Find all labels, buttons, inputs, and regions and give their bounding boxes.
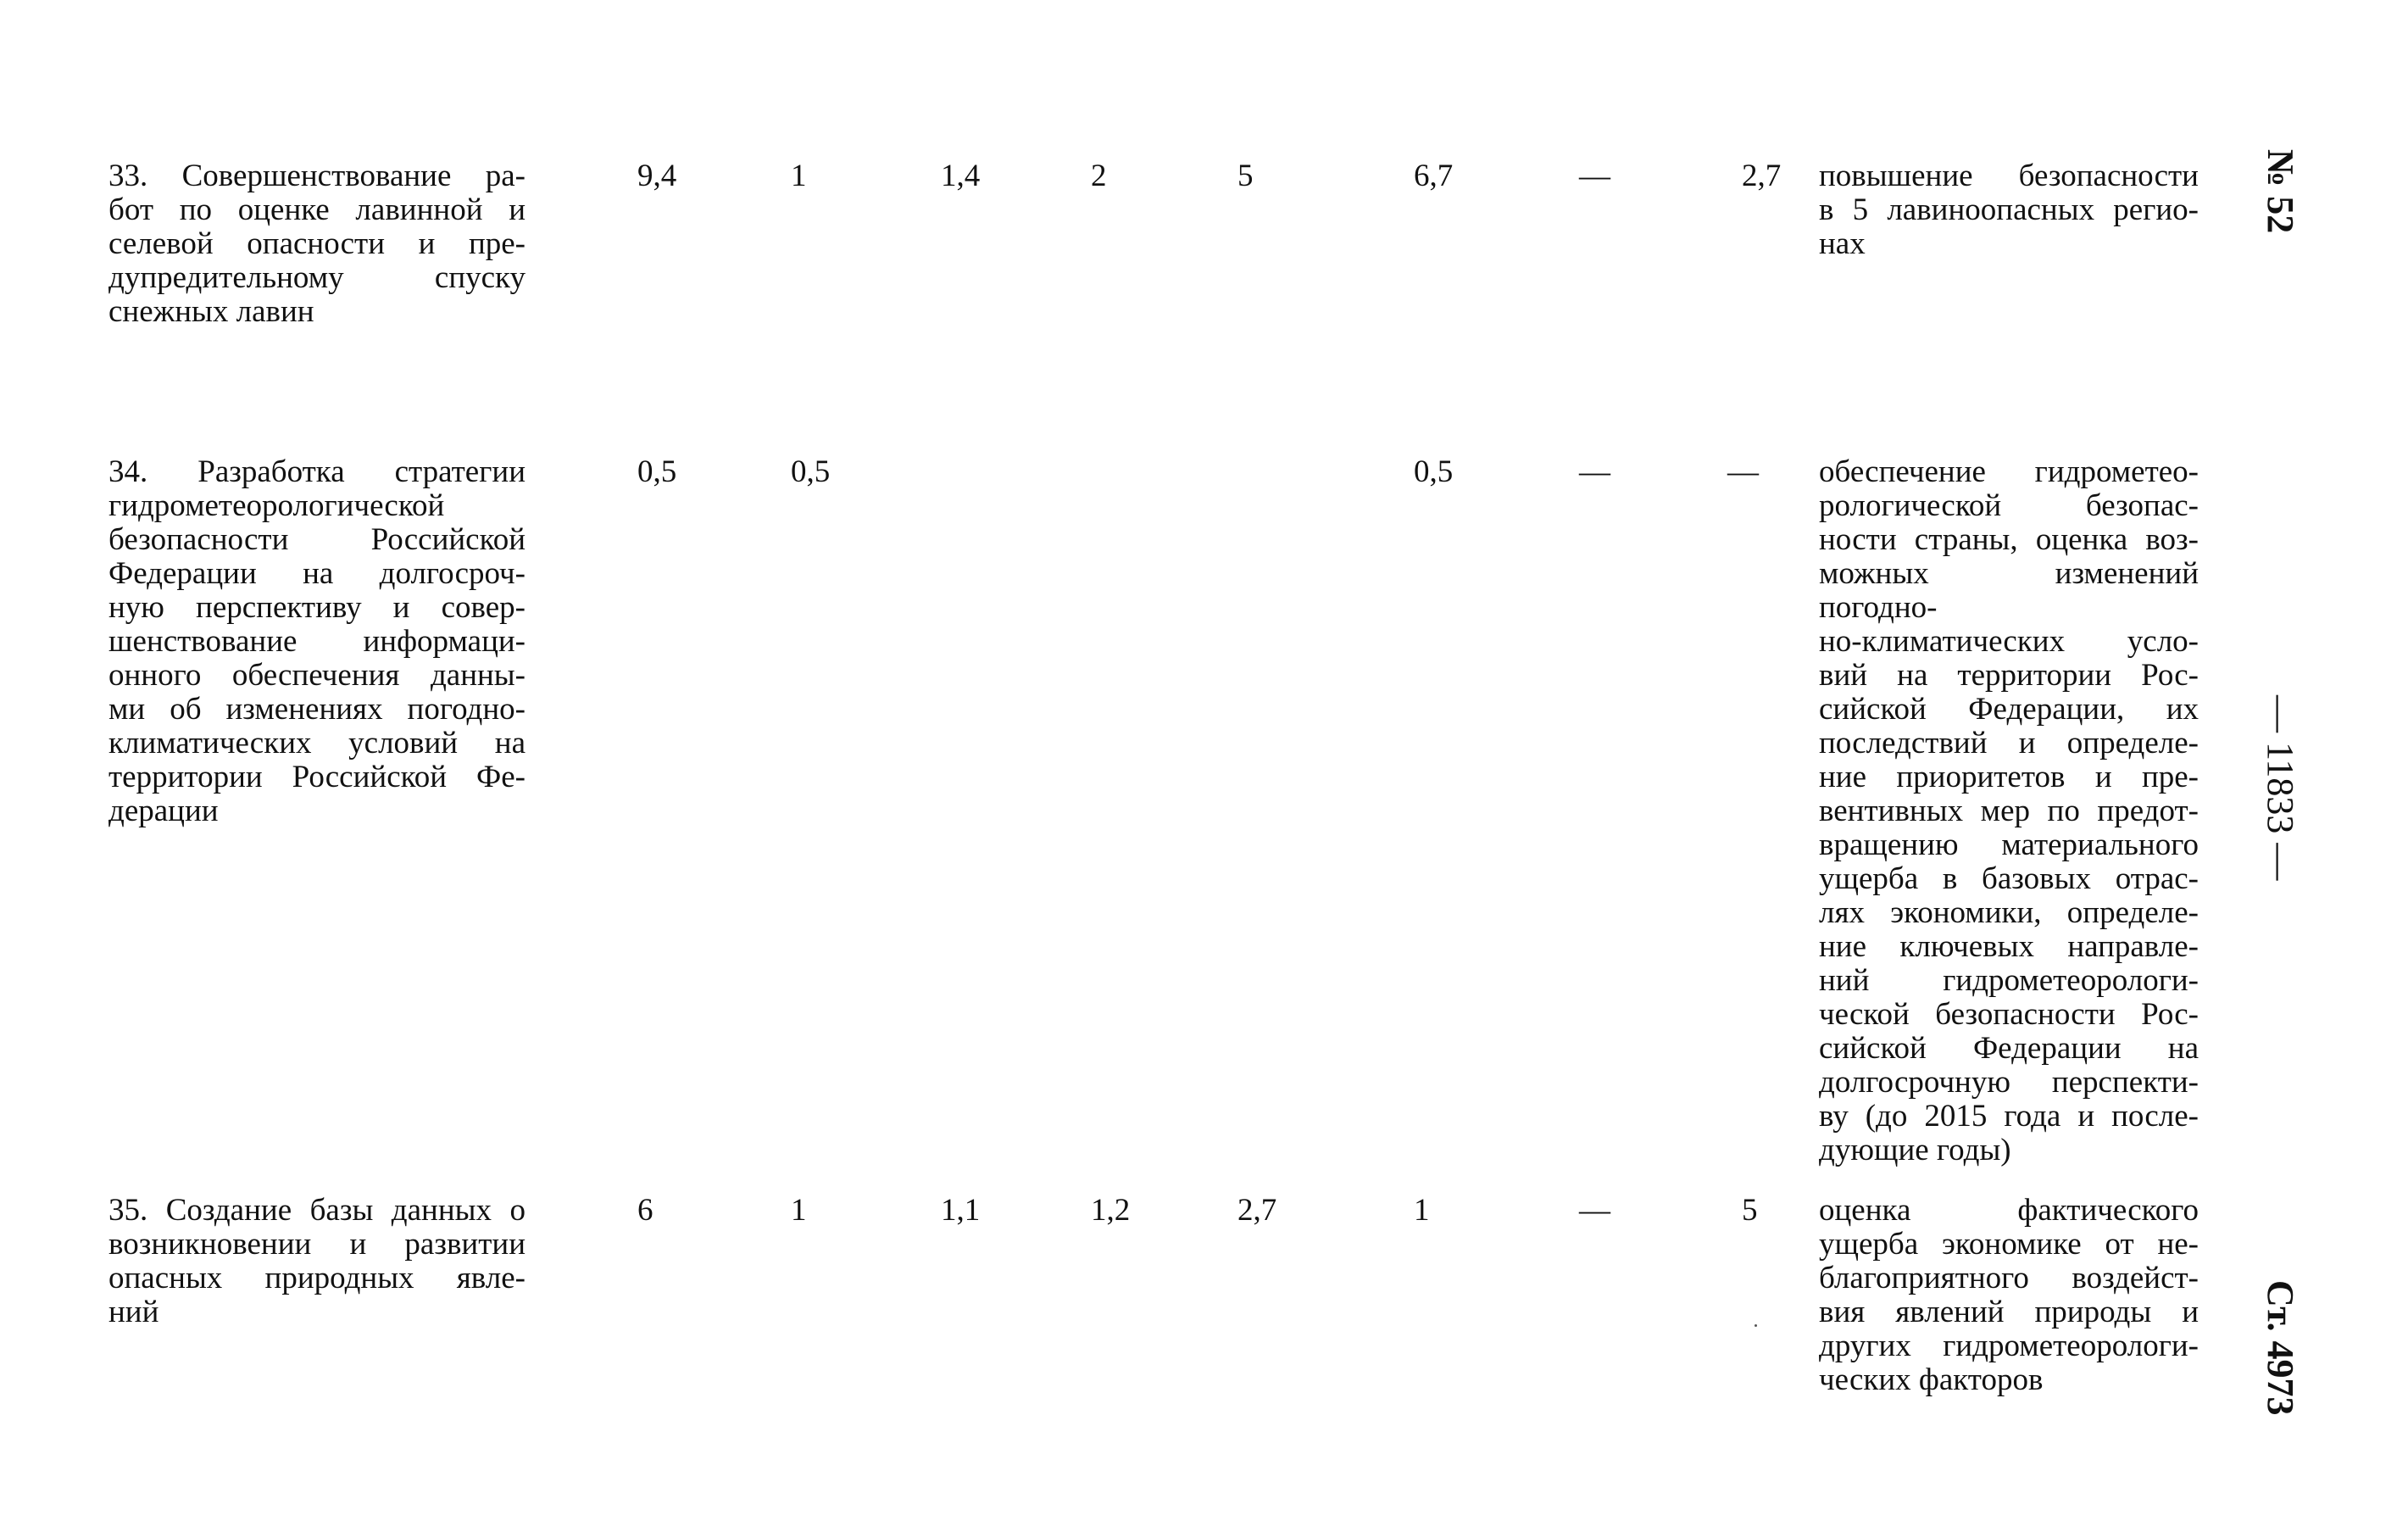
title-line: гидрометеорологической — [108, 488, 445, 523]
value-col-8: 2,7 — [1742, 159, 1782, 193]
row-title — [108, 159, 526, 329]
value-col-3: 1,1 — [941, 1193, 981, 1228]
title-line: ний — [108, 1295, 159, 1329]
scan-speck — [1755, 1324, 1757, 1327]
desc-line: вращению материального — [1819, 827, 2199, 862]
title-line: 33. Совершенствование ра- — [108, 159, 526, 193]
row-description — [1819, 1194, 2199, 1397]
row-title — [108, 455, 526, 828]
desc-line: сийской Федерации, их — [1819, 692, 2199, 727]
value-col-8: 5 — [1742, 1193, 1758, 1228]
issue-number: № 52 — [2260, 149, 2301, 234]
value-col-2: 1 — [791, 159, 807, 193]
desc-line: оценка фактического — [1819, 1193, 2199, 1228]
desc-line: сийской Федерации на — [1819, 1031, 2199, 1066]
desc-line: благоприятного воздейст- — [1819, 1261, 2199, 1295]
title-line: ми об изменениях погодно- — [108, 692, 526, 727]
title-line: возникновении и развитии — [108, 1227, 526, 1262]
desc-line: ние приоритетов и пре- — [1819, 760, 2199, 794]
desc-line: ву (до 2015 года и после- — [1819, 1099, 2199, 1134]
desc-line: можных изменений погодно- — [1819, 556, 2199, 625]
value-col-5: 5 — [1237, 159, 1254, 193]
value-col-4: 2 — [1091, 159, 1107, 193]
value-col-2: 1 — [791, 1193, 807, 1228]
desc-line: вентивных мер по предот- — [1819, 794, 2199, 828]
title-line: Федерации на долгосроч- — [108, 556, 526, 591]
title-line: онного обеспечения данны- — [108, 658, 526, 693]
title-line: бот по оценке лавинной и — [108, 192, 526, 227]
value-col-3: 1,4 — [941, 159, 981, 193]
value-col-8: — — [1727, 454, 1759, 489]
row-description — [1819, 159, 2199, 261]
desc-line: дующие годы) — [1819, 1133, 2011, 1167]
title-line: селевой опасности и пре- — [108, 226, 526, 261]
desc-line: последствий и определе- — [1819, 726, 2199, 760]
desc-line: ущерба в базовых отрас- — [1819, 861, 2199, 896]
value-col-6: 0,5 — [1414, 454, 1454, 489]
row-title — [108, 1194, 526, 1329]
title-line: дерации — [108, 794, 219, 828]
desc-line: вий на территории Рос- — [1819, 658, 2199, 693]
value-total: 0,5 — [637, 454, 677, 489]
value-col-7: — — [1579, 454, 1610, 489]
value-col-6: 6,7 — [1414, 159, 1454, 193]
desc-line: рологической безопас- — [1819, 488, 2199, 523]
title-line: шенствование информаци- — [108, 624, 526, 659]
desc-line: ние ключевых направле- — [1819, 929, 2199, 964]
desc-line: ности страны, оценка воз- — [1819, 522, 2199, 557]
value-col-5: 2,7 — [1237, 1193, 1277, 1228]
desc-line: ческой безопасности Рос- — [1819, 997, 2199, 1032]
desc-line: нах — [1819, 226, 1866, 261]
article-number: Ст. 4973 — [2260, 1280, 2301, 1416]
title-line: ную перспективу и совер- — [108, 590, 526, 625]
page-marker: — 11833 — — [2260, 695, 2301, 881]
desc-line: ущерба экономике от не- — [1819, 1227, 2199, 1262]
desc-line: долгосрочную перспекти- — [1819, 1065, 2199, 1100]
row-description — [1819, 455, 2199, 1167]
title-line: дупредительному спуску — [108, 260, 526, 295]
desc-line: ческих факторов — [1819, 1362, 2044, 1397]
desc-line: повышение безопасности — [1819, 159, 2199, 193]
desc-line: в 5 лавиноопасных регио- — [1819, 192, 2199, 227]
title-line: климатических условий на — [108, 726, 526, 760]
value-col-4: 1,2 — [1091, 1193, 1131, 1228]
value-total: 6 — [637, 1193, 653, 1228]
title-line: территории Российской Фе- — [108, 760, 526, 794]
desc-line: других гидрометеорологи- — [1819, 1329, 2199, 1363]
title-line: безопасности Российской — [108, 522, 526, 557]
desc-line: но-климатических усло- — [1819, 624, 2199, 659]
title-line: 34. Разработка стратегии — [108, 454, 526, 489]
value-total: 9,4 — [637, 159, 677, 193]
value-col-7: — — [1579, 159, 1610, 193]
title-line: 35. Создание базы данных о — [108, 1193, 526, 1228]
desc-line: ний гидрометеорологи- — [1819, 963, 2199, 998]
value-col-6: 1 — [1414, 1193, 1430, 1228]
desc-line: лях экономики, определе- — [1819, 895, 2199, 930]
title-line: снежных лавин — [108, 294, 314, 329]
value-col-7: — — [1579, 1193, 1610, 1228]
value-col-2: 0,5 — [791, 454, 831, 489]
title-line: опасных природных явле- — [108, 1261, 526, 1295]
desc-line: обеспечение гидрометео- — [1819, 454, 2199, 489]
desc-line: вия явлений природы и — [1819, 1295, 2199, 1329]
